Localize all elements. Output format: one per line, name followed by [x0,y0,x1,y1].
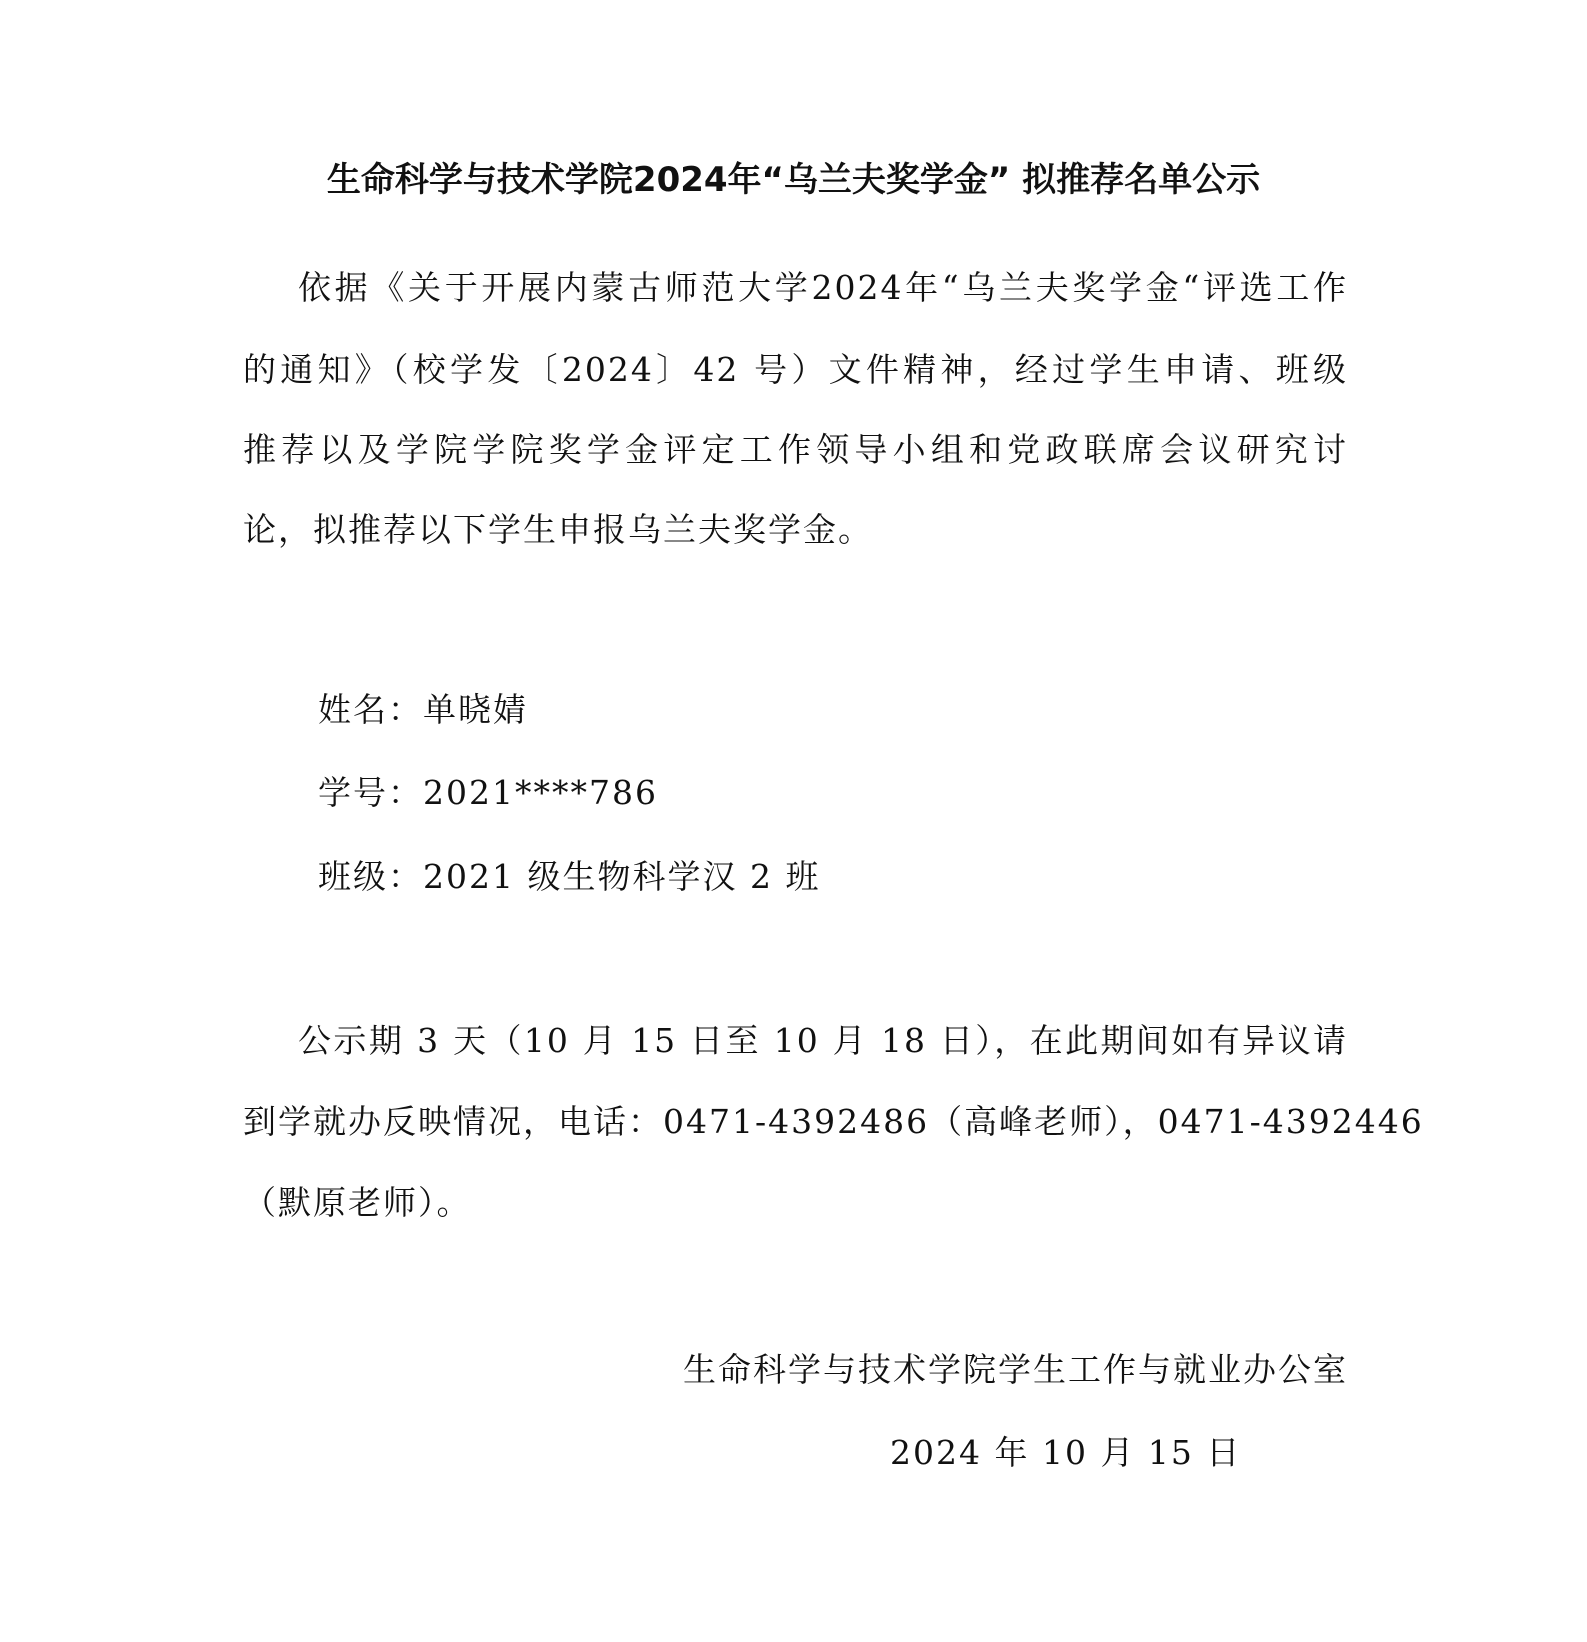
student-id: 学号：2021****786 [318,773,658,812]
issuing-office: 生命科学与技术学院学生工作与就业办公室 [683,1350,1348,1389]
student-name: 姓名：单晓婧 [318,690,528,729]
issue-date: 2024 年 10 月 15 日 [890,1433,1242,1472]
intro-line-4: 论，拟推荐以下学生申报乌兰夫奖学金。 [243,510,873,549]
student-class: 班级：2021 级生物科学汉 2 班 [318,857,821,896]
intro-line-1: 依据《关于开展内蒙古师范大学2024年“乌兰夫奖学金“评选工作 [298,268,1348,307]
intro-line-3: 推荐以及学院学院奖学金评定工作领导小组和党政联席会议研究讨 [243,430,1348,469]
notice-line-1: 公示期 3 天（10 月 15 日至 10 月 18 日），在此期间如有异议请 [298,1021,1348,1060]
notice-line-2: 到学就办反映情况，电话：0471-4392486（高峰老师），0471-4392446 [243,1102,1424,1141]
intro-line-2: 的通知》（校学发〔2024〕42 号）文件精神，经过学生申请、班级 [243,350,1348,389]
notice-line-3: （默原老师）。 [243,1183,472,1222]
page-title: 生命科学与技术学院2024年“乌兰夫奖学金” 拟推荐名单公示 [326,160,1261,200]
